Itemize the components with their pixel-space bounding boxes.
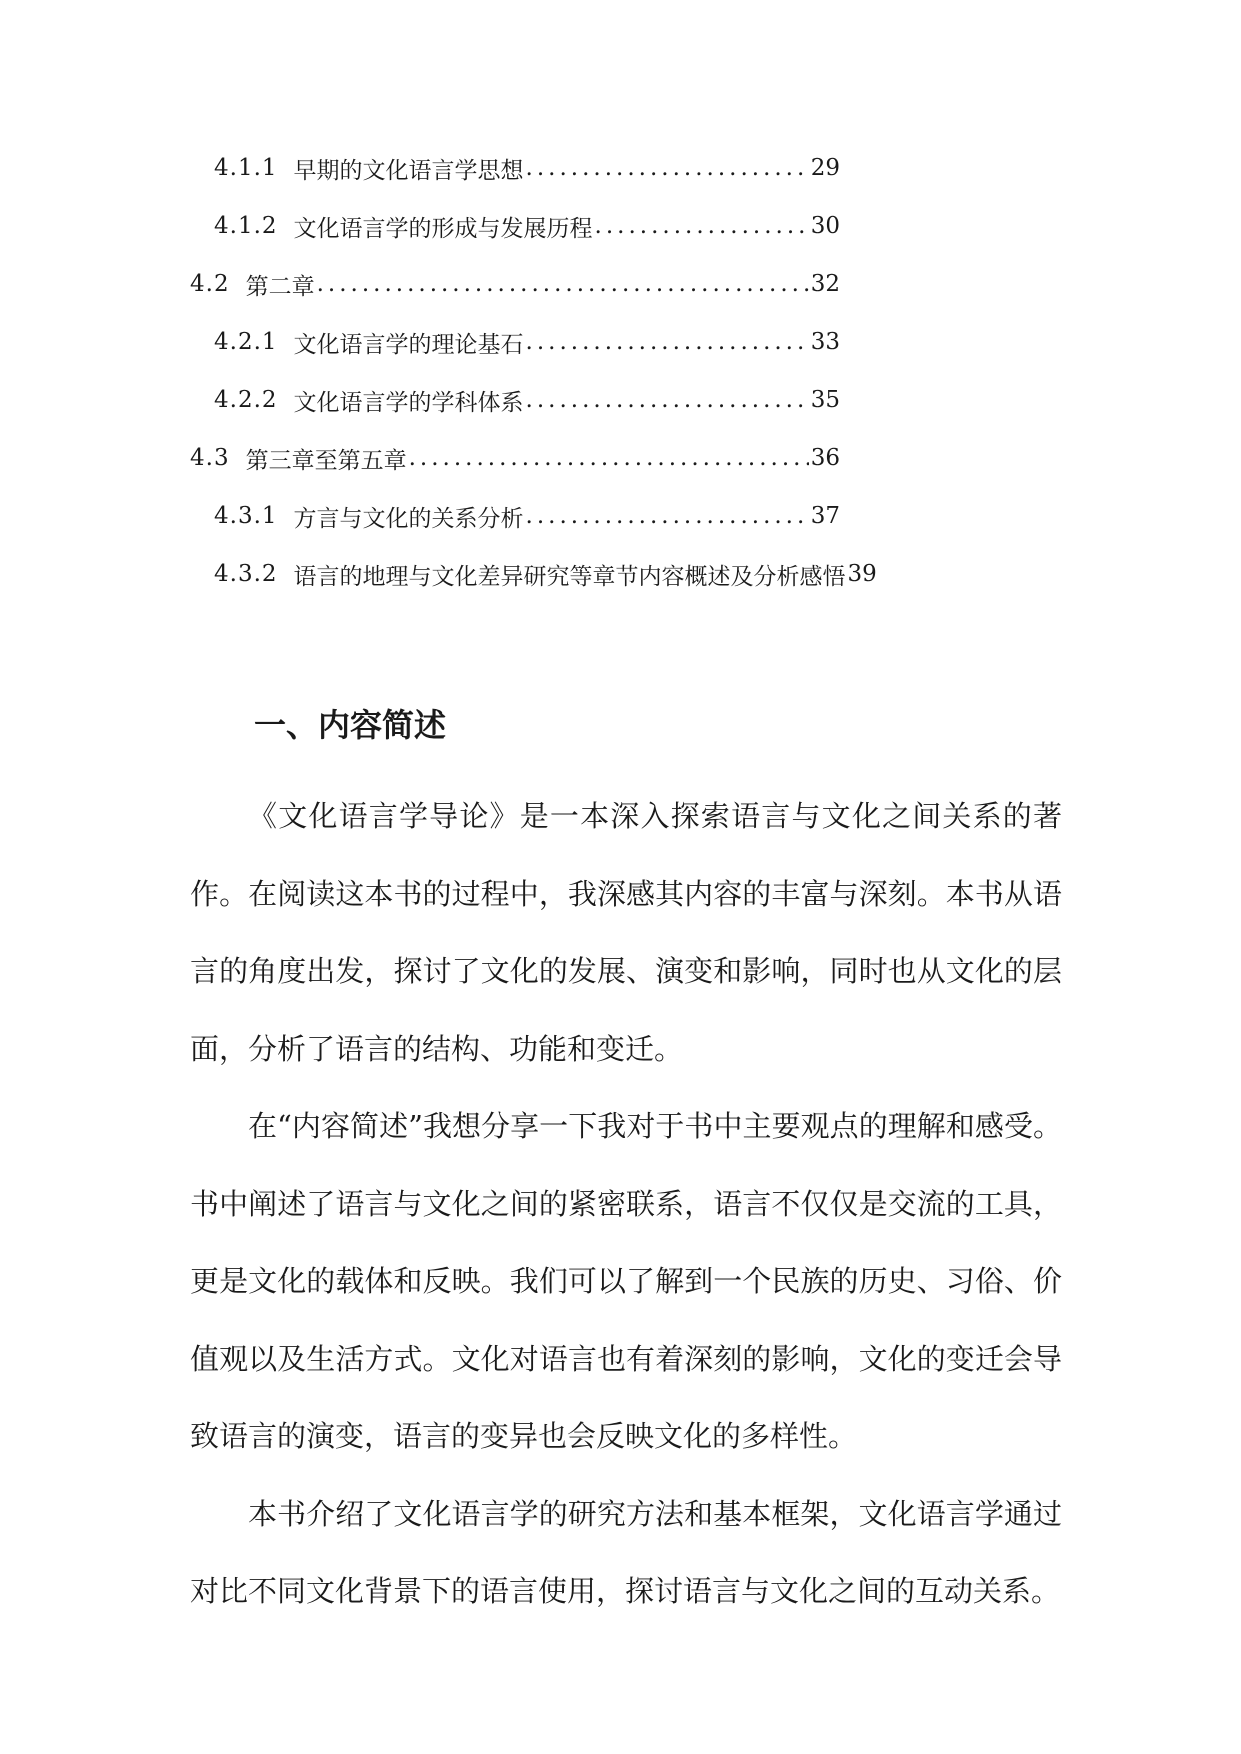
- toc-dot-leader: [409, 445, 809, 471]
- toc-entry-number: 4.2.2: [214, 387, 278, 413]
- toc-entry-4-1-2[interactable]: [214, 206, 840, 246]
- toc-entry-number: 4.1.2: [214, 213, 278, 239]
- toc-entry-4-1-1[interactable]: [214, 148, 840, 188]
- toc-entry-title: 文化语言学的形成与发展历程: [293, 215, 593, 242]
- toc-entry-title: 文化语言学的理论基石: [293, 331, 524, 358]
- section-heading: 一、内容简述: [254, 706, 447, 744]
- paragraph: 《文化语言学导论》是一本深入探索语言与文化之间关系的著作。在阅读这本书的过程中，我深感其内容的丰富与深刻。本书从语言的角度出发，探讨了文化的发展、演变和影响，同时也从文化的层面，分析了语言的结构、功能和变迁。: [190, 799, 1062, 1066]
- toc-entry-title: 文化语言学的学科体系: [293, 389, 524, 416]
- toc-entry-number: 4.2: [190, 271, 230, 297]
- toc-entry-title: 方言与文化的关系分析: [293, 505, 524, 532]
- toc-dot-leader: [526, 329, 809, 355]
- toc-entry-number: 4.3: [190, 445, 230, 471]
- toc-entry-page: 39: [847, 561, 877, 587]
- toc-entry-title: 第三章至第五章: [245, 447, 407, 474]
- toc-dot-leader: [526, 503, 809, 529]
- section-body: [190, 778, 1062, 1631]
- toc-entry-title: 早期的文化语言学思想: [293, 157, 524, 184]
- toc-entry-page: 37: [810, 503, 840, 529]
- toc-dot-leader: [595, 213, 809, 239]
- toc-entry-4-2-1[interactable]: [214, 322, 840, 362]
- toc-dot-leader: [526, 387, 809, 413]
- toc-entry-title: 语言的地理与文化差异研究等章节内容概述及分析感悟: [293, 563, 846, 590]
- toc-entry-page: 30: [810, 213, 840, 239]
- paragraph: 在“内容简述”我想分享一下我对于书中主要观点的理解和感受。书中阐述了语言与文化之间的紧密联系，语言不仅仅是交流的工具，更是文化的载体和反映。我们可以了解到一个民族的历史、习俗、价值观以及生活方式。文化对语言也有着深刻的影响，文化的变迁会导致语言的演变，语言的变异也会反映文化的多样性。: [190, 1109, 1062, 1453]
- toc-entry-number: 4.1.1: [214, 155, 278, 181]
- toc-entry-number: 4.2.1: [214, 329, 278, 355]
- toc-dot-leader: [526, 155, 809, 181]
- paragraph: 本书介绍了文化语言学的研究方法和基本框架，文化语言学通过对比不同文化背景下的语言使用，探讨语言与文化之间的互动关系。: [190, 1496, 1062, 1608]
- toc-entry-number: 4.3.2: [214, 561, 278, 587]
- toc-entry-4-3[interactable]: [190, 438, 840, 478]
- toc-entry-page: 35: [810, 387, 840, 413]
- toc-entry-number: 4.3.1: [214, 503, 278, 529]
- toc-entry-4-3-2[interactable]: [214, 554, 974, 594]
- toc-entry-title: 第二章: [245, 273, 315, 300]
- toc-dot-leader: [317, 271, 809, 297]
- toc-entry-4-2[interactable]: [190, 264, 840, 304]
- toc-entry-4-2-2[interactable]: [214, 380, 840, 420]
- toc-entry-4-3-1[interactable]: [214, 496, 840, 536]
- toc-entry-page: 33: [810, 329, 840, 355]
- toc-entry-page: 29: [810, 155, 840, 181]
- toc-entry-page: 32: [810, 271, 840, 297]
- toc-entry-page: 36: [810, 445, 840, 471]
